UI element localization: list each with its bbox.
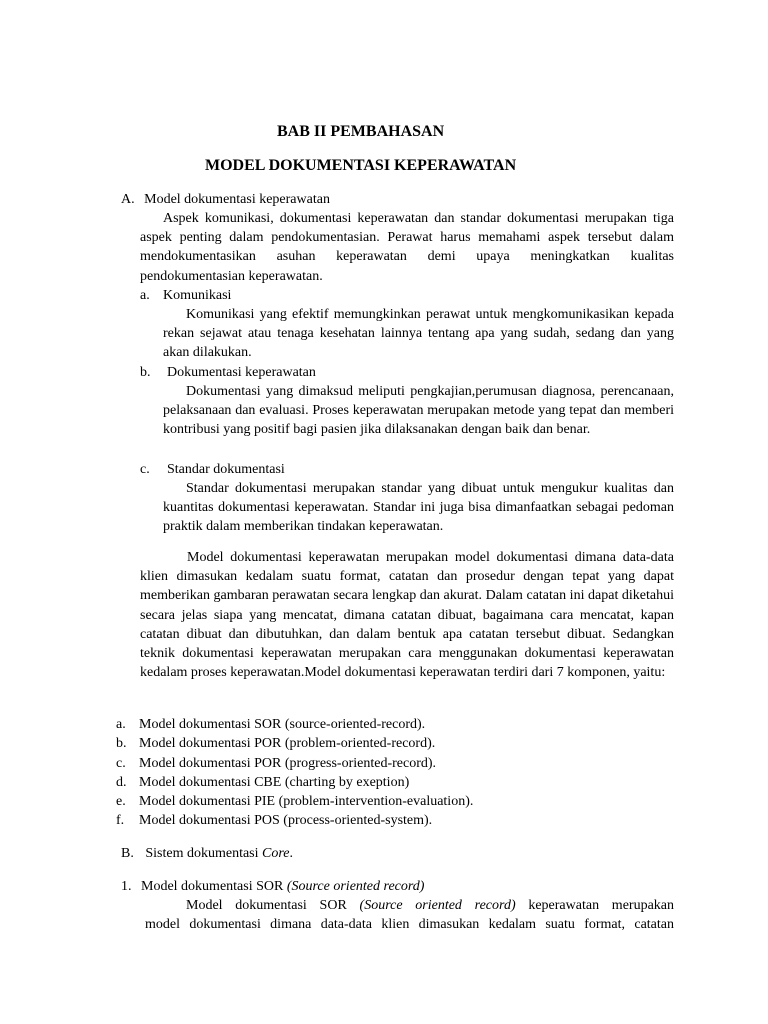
sor-text-line2: model dokumentasi dimana data-data klien dimasukan kedalam suatu format, catatan <box>145 917 674 932</box>
sor-marker: 1. <box>121 879 132 894</box>
list-item-marker: d. <box>116 774 127 790</box>
list-item-marker: e. <box>116 794 126 810</box>
sor-text-line1 <box>186 896 674 915</box>
section-b-label: Sistem dokumentasi <box>145 846 259 861</box>
sor-line1-italic: (Source oriented record) <box>359 898 516 913</box>
sor-line1-start: Model dokumentasi SOR <box>186 898 347 913</box>
list-item <box>116 773 676 792</box>
list-item <box>116 792 676 811</box>
item-b-label: Dokumentasi keperawatan <box>167 365 316 380</box>
section-a-label: Model dokumentasi keperawatan <box>144 192 330 207</box>
item-c-label: Standar dokumentasi <box>167 462 285 477</box>
section-b-heading <box>121 844 293 863</box>
item-b-marker: b. <box>140 365 151 380</box>
section-b-label-end: . <box>289 846 293 861</box>
list-item-text: Model dokumentasi CBE (charting by exeption) <box>139 774 410 790</box>
list-item <box>116 754 676 773</box>
section-a-marker: A. <box>121 192 135 207</box>
list-item-marker: f. <box>116 813 125 829</box>
sor-line1-end: keperawatan merupakan <box>528 898 674 913</box>
model-paragraph: Model dokumentasi keperawatan merupakan model dokumentasi dimana data-data klien dimasukan kedalam suatu format, catatan dan prosedur dengan tepat yang dapat memberikan gambaran perawatan secara lengkap dan akurat. Dalam catatan ini dapat diketahui secara jelas siapa yang mencatat, dimana catatan dibuat, bagaimana cara mencatat, kapan catatan dibuat dan dibutuhkan, dan dalam bentuk apa catatan tersebut dibuat. Sedangkan teknik dokumentasi keperawatan merupakan cara menggunakan dokumentasi keperawatan kedalam proses keperawatan.Model dokumentasi keperawatan terdiri dari 7 komponen, yaitu: <box>140 550 674 681</box>
list-item <box>116 811 676 830</box>
list-item <box>116 734 676 753</box>
item-c-marker: c. <box>140 462 150 477</box>
section-b-marker: B. <box>121 846 134 861</box>
sor-label-italic: (Source oriented record) <box>286 879 425 894</box>
item-c-text: Standar dokumentasi merupakan standar yang dibuat untuk mengukur kualitas dan kuantitas dokumentasi keperawatan. Standar ini juga bisa dimanfaatkan sebagai pedoman praktik dalam memberikan tindakan keperawatan. <box>163 481 674 535</box>
section-b-label-italic: Core <box>262 846 290 861</box>
list-item-text: Model dokumentasi POS (process-oriented-system). <box>139 813 433 829</box>
item-a-label: Komunikasi <box>163 288 232 303</box>
section-a-heading <box>121 190 330 209</box>
item-b-heading <box>140 363 316 382</box>
list-item-marker: c. <box>116 755 126 771</box>
list-item-marker: a. <box>116 717 126 732</box>
list-item-text: Model dokumentasi POR (progress-oriented-record). <box>139 755 437 771</box>
list-item-marker: b. <box>116 736 127 752</box>
sor-heading <box>121 877 424 896</box>
page-title: MODEL DOKUMENTASI KEPERAWATAN <box>205 157 517 174</box>
model-list <box>116 715 676 831</box>
chapter-heading: BAB II PEMBAHASAN <box>277 123 445 140</box>
item-a-text: Komunikasi yang efektif memungkinkan perawat untuk mengkomunikasikan kepada rekan sejawat atau tenaga kesehatan lainnya tentang apa yang sudah, sedang dan yang akan dilakukan. <box>163 307 674 361</box>
item-a-marker: a. <box>140 288 150 303</box>
list-item-text: Model dokumentasi POR (problem-oriented-record). <box>139 736 436 752</box>
sor-label: Model dokumentasi SOR <box>141 879 284 894</box>
item-b-text: Dokumentasi yang dimaksud meliputi pengkajian,perumusan diagnosa, perencanaan, pelaksanaan dan evaluasi. Proses keperawatan merupakan metode yang tepat dan memberi kontribusi yang positif bagi pasien jika dilaksanakan dengan baik dan benar. <box>163 384 674 438</box>
item-a-heading <box>140 286 232 305</box>
list-item <box>116 715 676 734</box>
item-c-heading <box>140 460 285 479</box>
list-item-text: Model dokumentasi PIE (problem-intervention-evaluation). <box>139 794 474 810</box>
list-item-text: Model dokumentasi SOR (source-oriented-record). <box>139 717 426 732</box>
section-a-intro: Aspek komunikasi, dokumentasi keperawatan dan standar dokumentasi merupakan tiga aspek penting dalam pendokumentasian. Perawat harus memahami aspek tersebut dalam mendokumentasikan asuhan keperawatan demi upaya meningkatkan kualitas pendokumentasian keperawatan. <box>140 211 674 284</box>
